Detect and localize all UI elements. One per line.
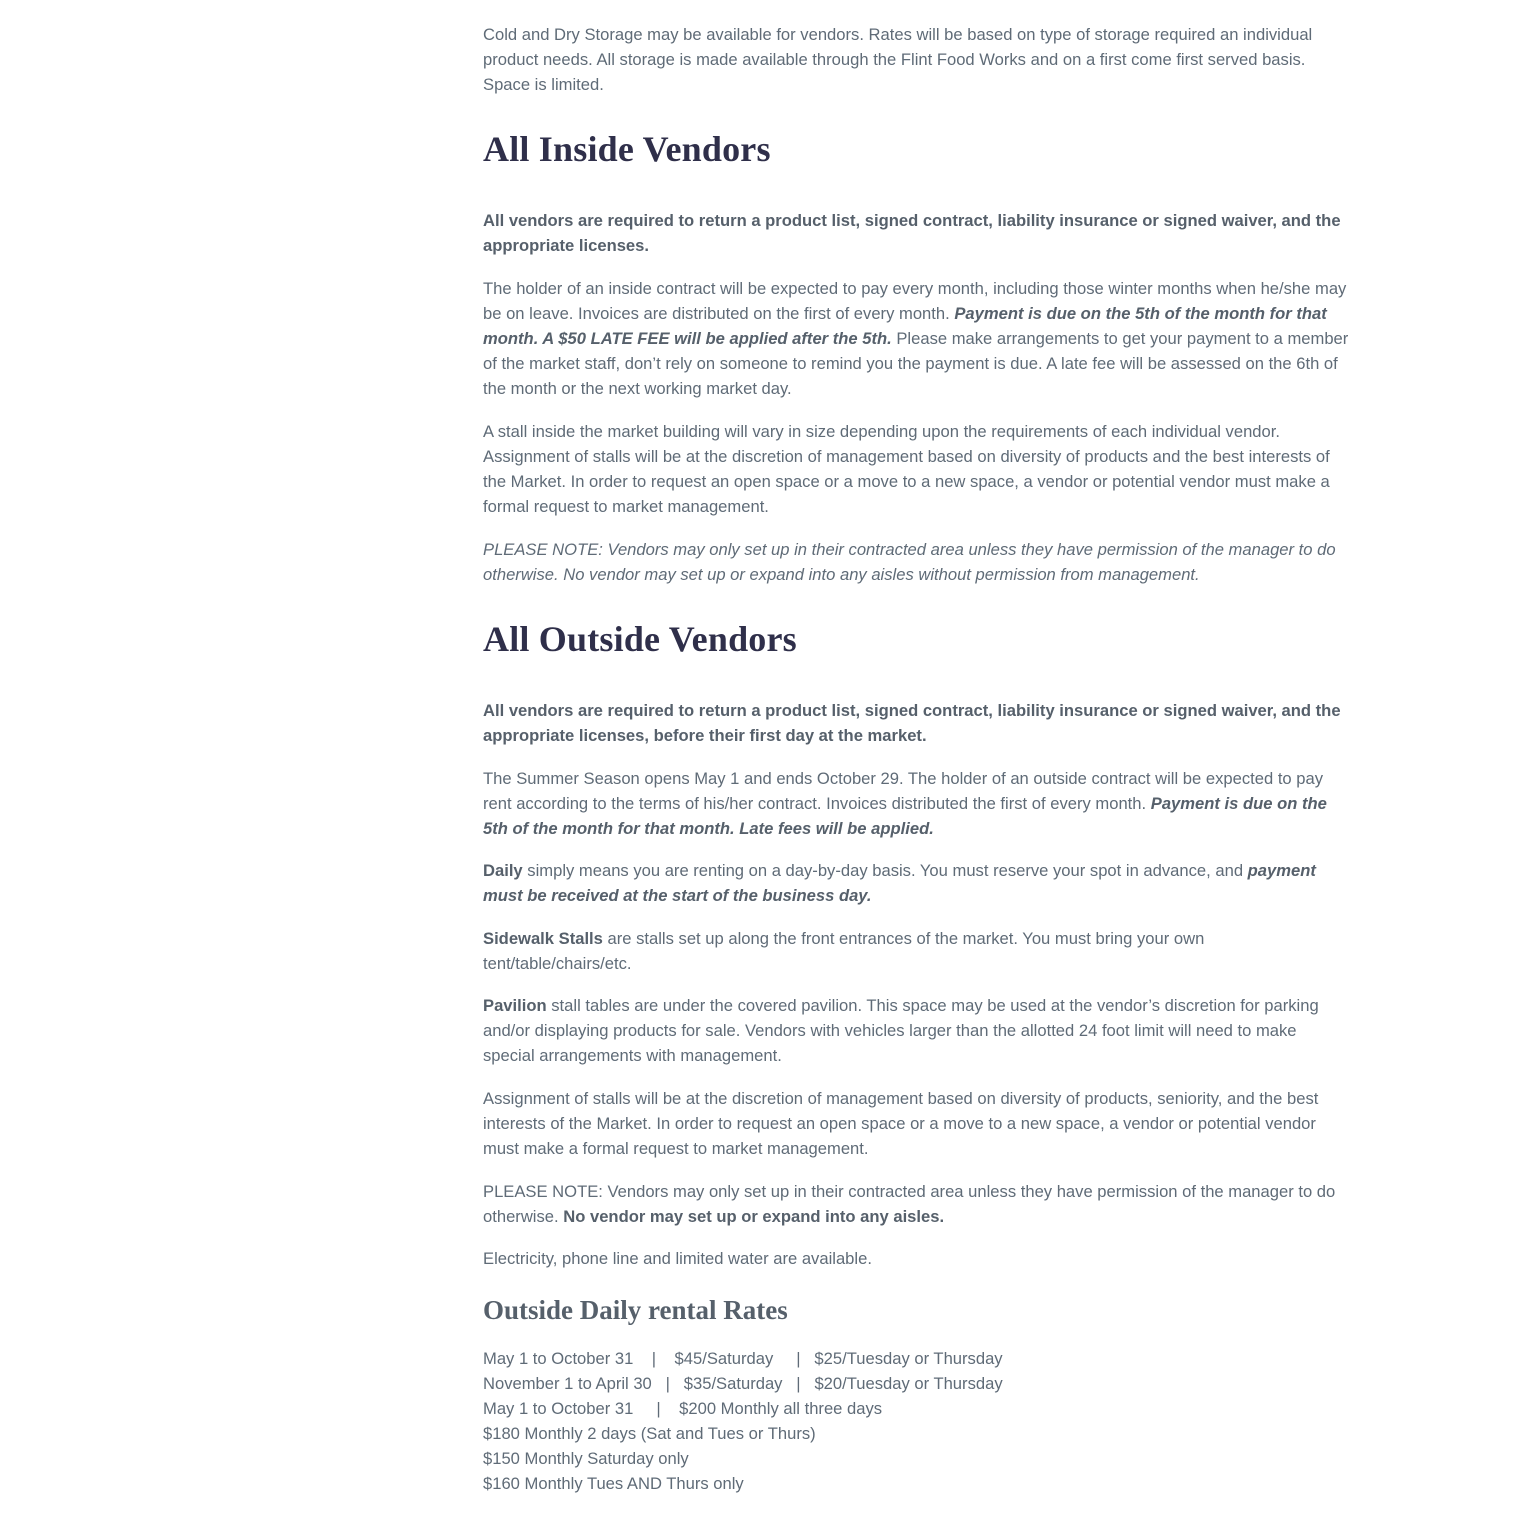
outside-note-bold: No vendor may set up or expand into any aisles. <box>563 1207 945 1226</box>
outside-requirements: All vendors are required to return a product list, signed contract, liability insurance or signed waiver, and the appropriate licenses, before their first day at the market. <box>483 701 1341 745</box>
outside-assignment-paragraph: Assignment of stalls will be at the discretion of management based on diversity of products, seniority, and the best interests of the Market. In order to request an open space or a move to a new space, a vendor or potential vendor must make a formal request to market management. <box>483 1089 1319 1158</box>
rate-line: $150 Monthly Saturday only <box>483 1449 689 1468</box>
daily-paragraph <box>483 858 1349 908</box>
inside-vendors-section <box>483 127 1349 587</box>
daily-term: Daily <box>483 861 523 880</box>
rate-line: $160 Monthly Tues AND Thurs only <box>483 1474 744 1493</box>
rates-heading: Outside Daily rental Rates <box>483 1295 788 1325</box>
rate-line: $180 Monthly 2 days (Sat and Tues or Thurs) <box>483 1424 816 1443</box>
sidewalk-term: Sidewalk Stalls <box>483 929 603 948</box>
outside-season-paragraph <box>483 766 1349 841</box>
sidewalk-paragraph <box>483 926 1349 976</box>
rate-line: November 1 to April 30 | $35/Saturday | $20/Tuesday or Thursday <box>483 1374 1003 1393</box>
pavilion-text: stall tables are under the covered pavilion. This space may be used at the vendor’s discretion for parking and/or displaying products for sale. Vendors with vehicles larger than the allotted 24 foot limit will need to make special arrangements with management. <box>483 996 1319 1065</box>
rates-section <box>483 1293 1349 1496</box>
outside-season-text: The Summer Season opens May 1 and ends October 29. The holder of an outside contract will be expected to pay rent according to the terms of his/her contract. Invoices distributed the first of every month. <box>483 769 1324 813</box>
rate-line: May 1 to October 31 | $45/Saturday | $25/Tuesday or Thursday <box>483 1349 1003 1368</box>
inside-note: PLEASE NOTE: Vendors may only set up in their contracted area unless they have permission of the manager to do otherwise. No vendor may set up or expand into any aisles without permission from management. <box>483 540 1336 584</box>
inside-payment-text-1: The holder of an inside contract will be expected to pay every month, including those winter months when he/she may be on leave. Invoices are distributed on the first of every month. <box>483 279 1347 323</box>
sidewalk-text: are stalls set up along the front entrances of the market. You must bring your own tent/table/chairs/etc. <box>483 929 1205 973</box>
inside-stall-paragraph: A stall inside the market building will vary in size depending upon the requirements of each individual vendor. Assignment of stalls will be at the discretion of management based on diversity of products and the best interests of the Market. In order to request an open space or a move to a new space, a vendor or potential vendor must make a formal request to market management. <box>483 422 1330 516</box>
inside-requirements: All vendors are required to return a product list, signed contract, liability insurance or signed waiver, and the appropriate licenses. <box>483 211 1341 255</box>
outside-note-text: PLEASE NOTE: Vendors may only set up in their contracted area unless they have permission of the manager to do otherwise. <box>483 1182 1336 1226</box>
main-content <box>483 22 1349 1496</box>
pavilion-term: Pavilion <box>483 996 547 1015</box>
daily-payment-note: payment must be received at the start of the business day. <box>483 861 1316 905</box>
outside-vendors-section <box>483 617 1349 1271</box>
inside-payment-text-2: Please make arrangements to get your payment to a member of the market staff, don’t rely on someone to remind you the payment is due. A late fee will be assessed on the 6th of the month or the next working market day. <box>483 329 1349 398</box>
inside-vendors-heading: All Inside Vendors <box>483 129 771 169</box>
inside-payment-paragraph <box>483 276 1349 401</box>
outside-payment-due: Payment is due on the 5th of the month for that month. Late fees will be applied. <box>483 794 1327 838</box>
utilities-paragraph: Electricity, phone line and limited water are available. <box>483 1249 872 1268</box>
rate-line: May 1 to October 31 | $200 Monthly all three days <box>483 1399 883 1418</box>
outside-note <box>483 1179 1349 1229</box>
storage-paragraph: Cold and Dry Storage may be available for vendors. Rates will be based on type of storage required an individual product needs. All storage is made available through the Flint Food Works and on a first come first served basis. Space is limited. <box>483 25 1313 94</box>
daily-text: simply means you are renting on a day-by-day basis. You must reserve your spot in advance, and <box>522 861 1248 880</box>
outside-vendors-heading: All Outside Vendors <box>483 619 797 659</box>
inside-payment-due: Payment is due on the 5th of the month for that month. A $50 LATE FEE will be applied after the 5th. <box>483 304 1327 348</box>
pavilion-paragraph <box>483 993 1349 1068</box>
